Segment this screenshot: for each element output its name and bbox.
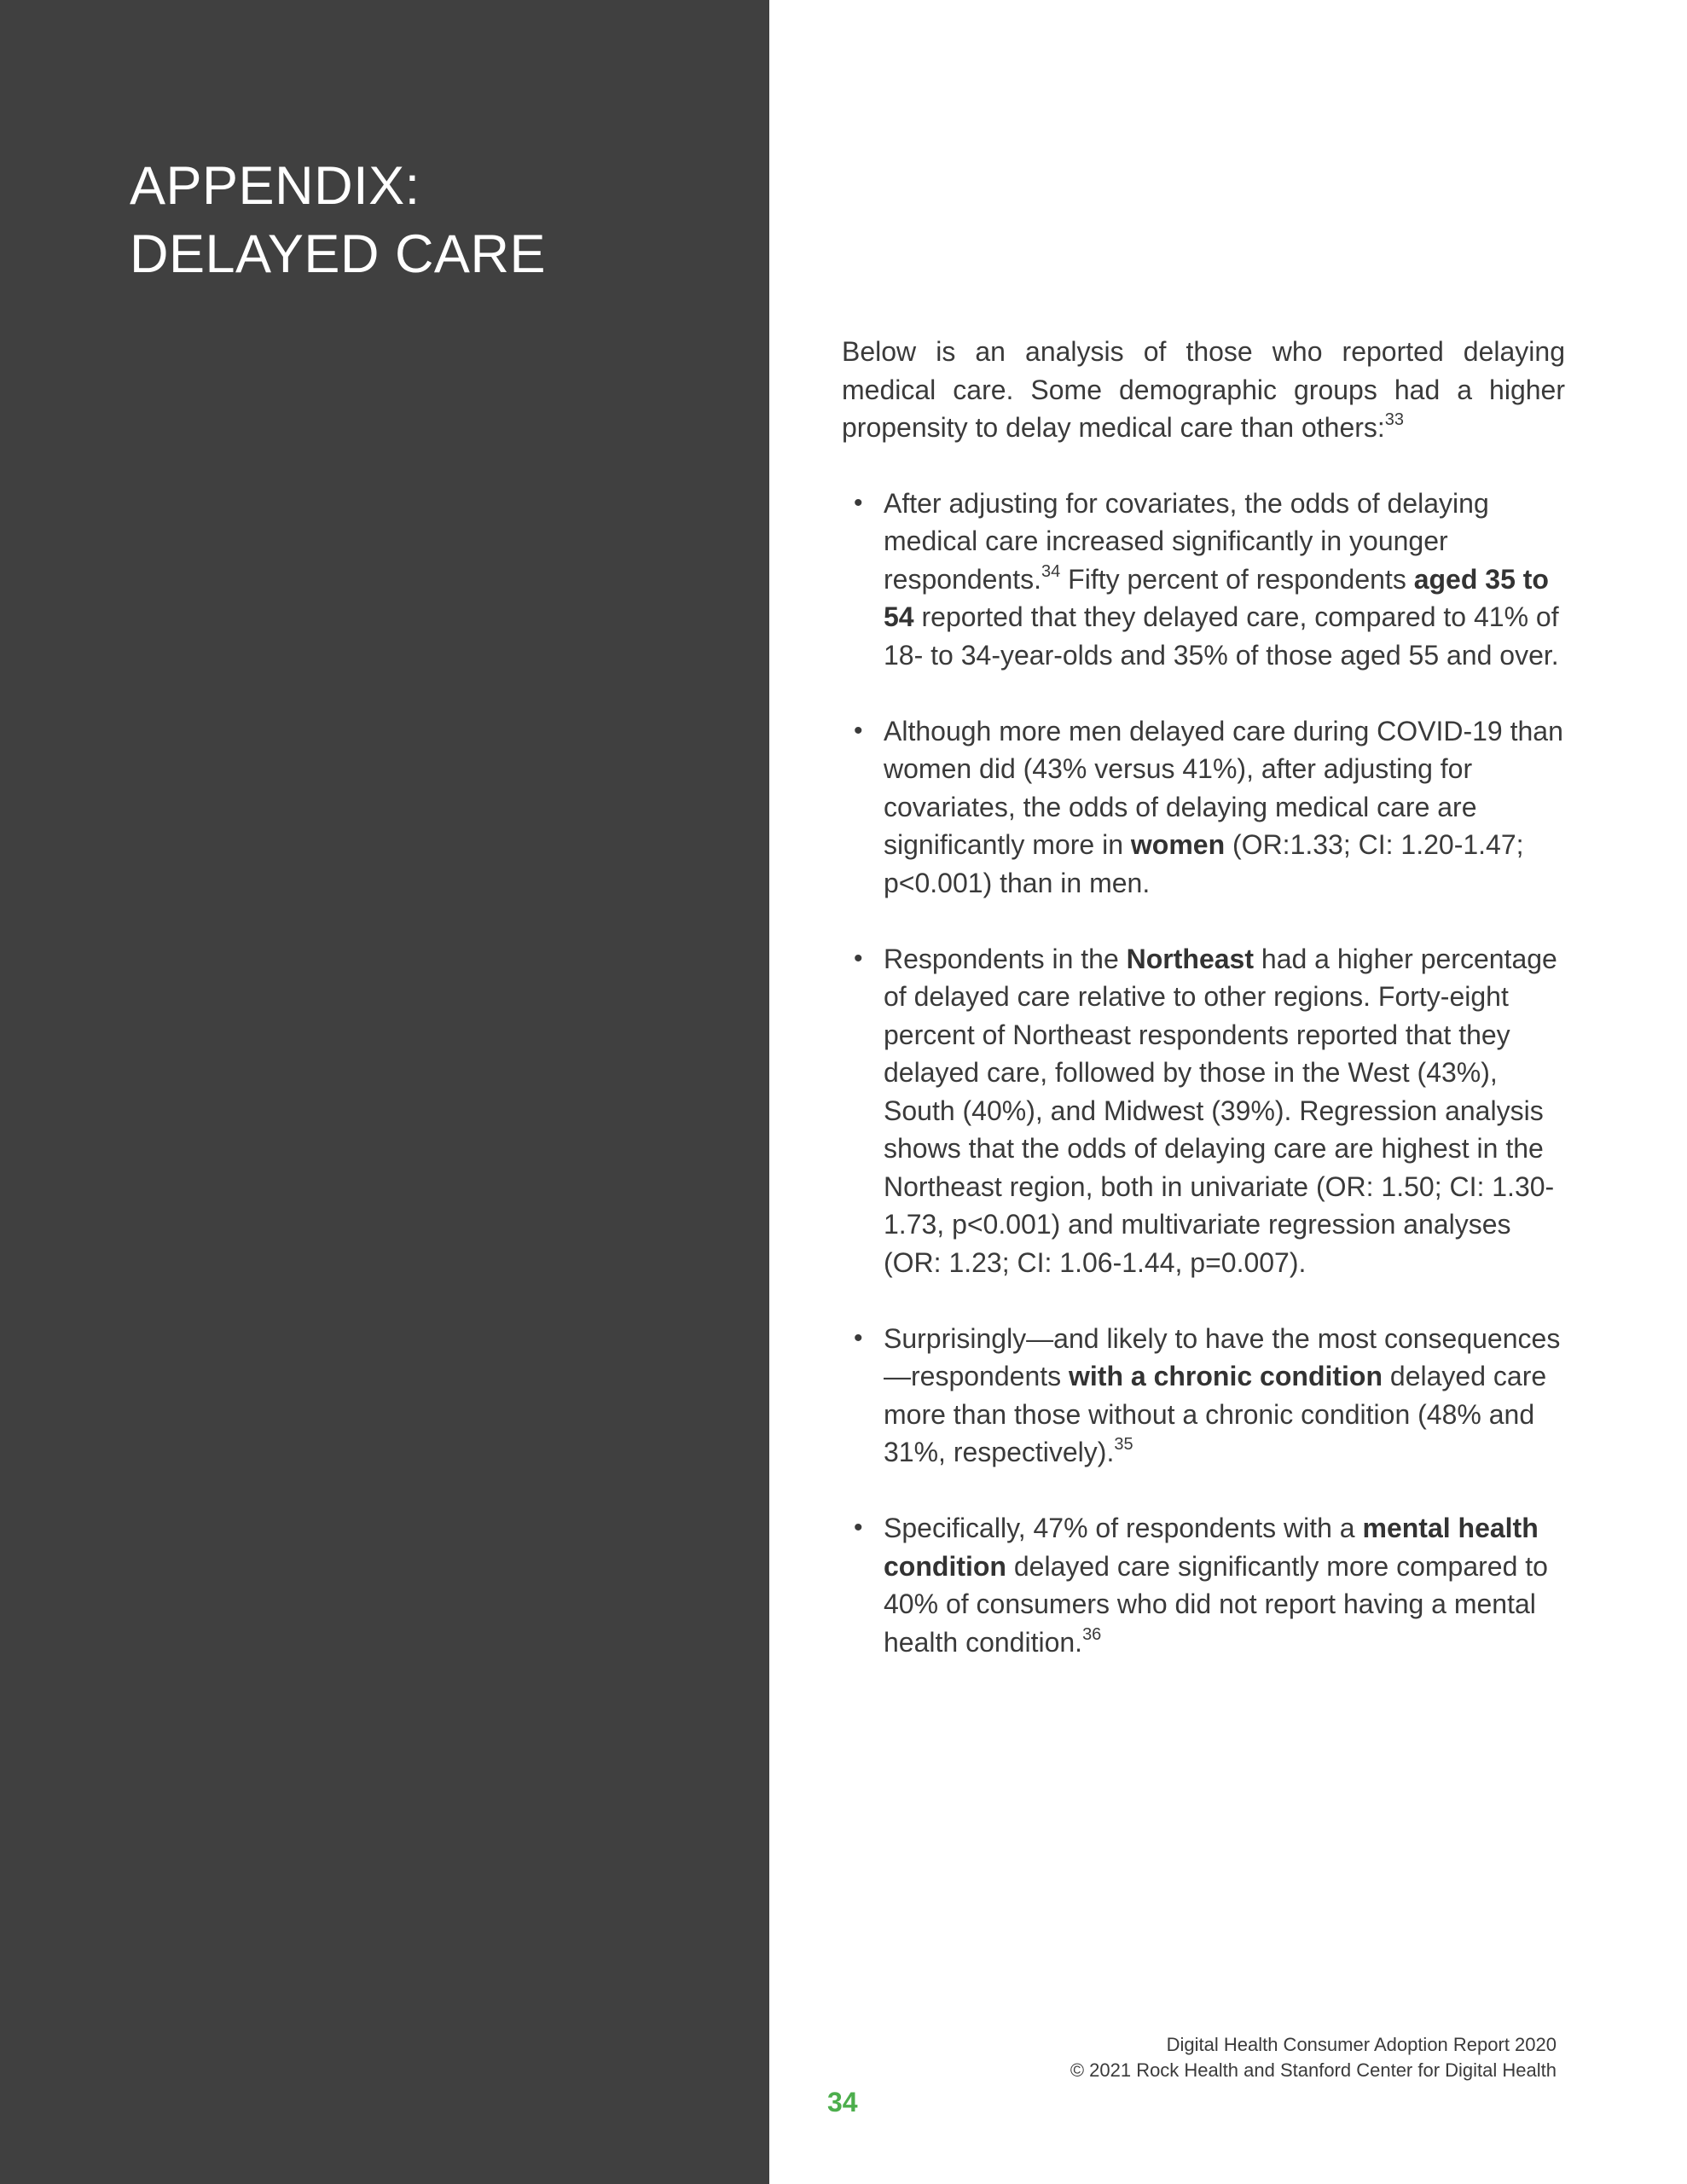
bullet-icon: • xyxy=(854,716,863,745)
finding-emphasis: Northeast xyxy=(1126,943,1254,974)
finding-gender xyxy=(842,712,1565,903)
footnote-ref: 33 xyxy=(1384,410,1405,429)
finding-text: (OR:1.33; CI: 1.20-1.47; p<0.001) than in men. xyxy=(884,829,1524,898)
finding-text: Respondents in the xyxy=(884,943,1127,974)
intro-paragraph xyxy=(842,333,1565,447)
finding-text: reported that they delayed care, compared to 41% of 18- to 34-year-olds and 35% of those aged 55 and over. xyxy=(884,601,1559,671)
page-number: 34 xyxy=(827,2087,858,2117)
report-name: Digital Health Consumer Adoption Report 2020 xyxy=(1166,2034,1557,2055)
finding-text: Fifty percent of respondents xyxy=(1060,563,1414,595)
copyright-notice: © 2021 Rock Health and Stanford Center for Digital Health xyxy=(1070,2059,1557,2081)
finding-age xyxy=(842,485,1565,675)
finding-emphasis: with a chronic condition xyxy=(1069,1361,1383,1391)
finding-text: Although more men delayed care during COVID-19 than women did (43% versus 41%), after adjusting for covariates, the odds of delaying medical care are significantly more in xyxy=(884,715,1563,860)
finding-text: had a higher percentage of delayed care relative to other regions. Forty-eight percent of Northeast respondents reported that they delayed care, followed by those in the West (43%), South (40%), and Midwest (39%). Regression analysis shows that the odds of delaying care are highest in the Northeast region, both in univariate (OR: 1.50; CI: 1.30- 1.73, p<0.001) and multivariate regression analyses (OR: 1.23; CI: 1.06-1.44, p=0.007). xyxy=(884,943,1557,1278)
finding-text: delayed care more than those without a chronic condition (48% and 31%, respectively). xyxy=(884,1361,1547,1467)
finding-emphasis: mental health condition xyxy=(884,1513,1539,1582)
footnote-ref: 36 xyxy=(1082,1624,1102,1644)
main-content xyxy=(842,333,1565,1699)
section-title-line-1: APPENDIX: xyxy=(130,156,420,216)
intro-text: Below is an analysis of those who reported delaying medical care. Some demographic groups had a higher propensity to delay medical care than others: xyxy=(842,336,1565,443)
bullet-icon: • xyxy=(854,488,863,517)
finding-region xyxy=(842,940,1565,1282)
footnote-ref: 35 xyxy=(1114,1435,1133,1454)
finding-text: delayed care significantly more compared to 40% of consumers who did not report having a mental health condition. xyxy=(884,1550,1548,1658)
bullet-icon: • xyxy=(854,944,863,973)
section-title xyxy=(130,152,546,288)
finding-text: Specifically, 47% of respondents with a xyxy=(884,1513,1363,1543)
findings-list xyxy=(842,485,1565,1662)
footnote-ref: 34 xyxy=(1041,561,1061,581)
finding-chronic-condition xyxy=(842,1320,1565,1472)
page-footer xyxy=(1070,2032,1557,2083)
finding-text: After adjusting for covariates, the odds of delaying medical care increased significantly in younger respondents. xyxy=(884,487,1489,595)
finding-text: Surprisingly—and likely to have the most consequences—respondents xyxy=(884,1322,1561,1391)
bullet-icon: • xyxy=(854,1513,863,1542)
finding-emphasis: women xyxy=(1130,829,1226,860)
sidebar-panel xyxy=(0,0,769,2184)
finding-mental-health xyxy=(842,1509,1565,1661)
bullet-icon: • xyxy=(854,1323,863,1352)
finding-emphasis: aged 35 to 54 xyxy=(884,563,1549,632)
section-title-line-2: DELAYED CARE xyxy=(130,224,546,284)
